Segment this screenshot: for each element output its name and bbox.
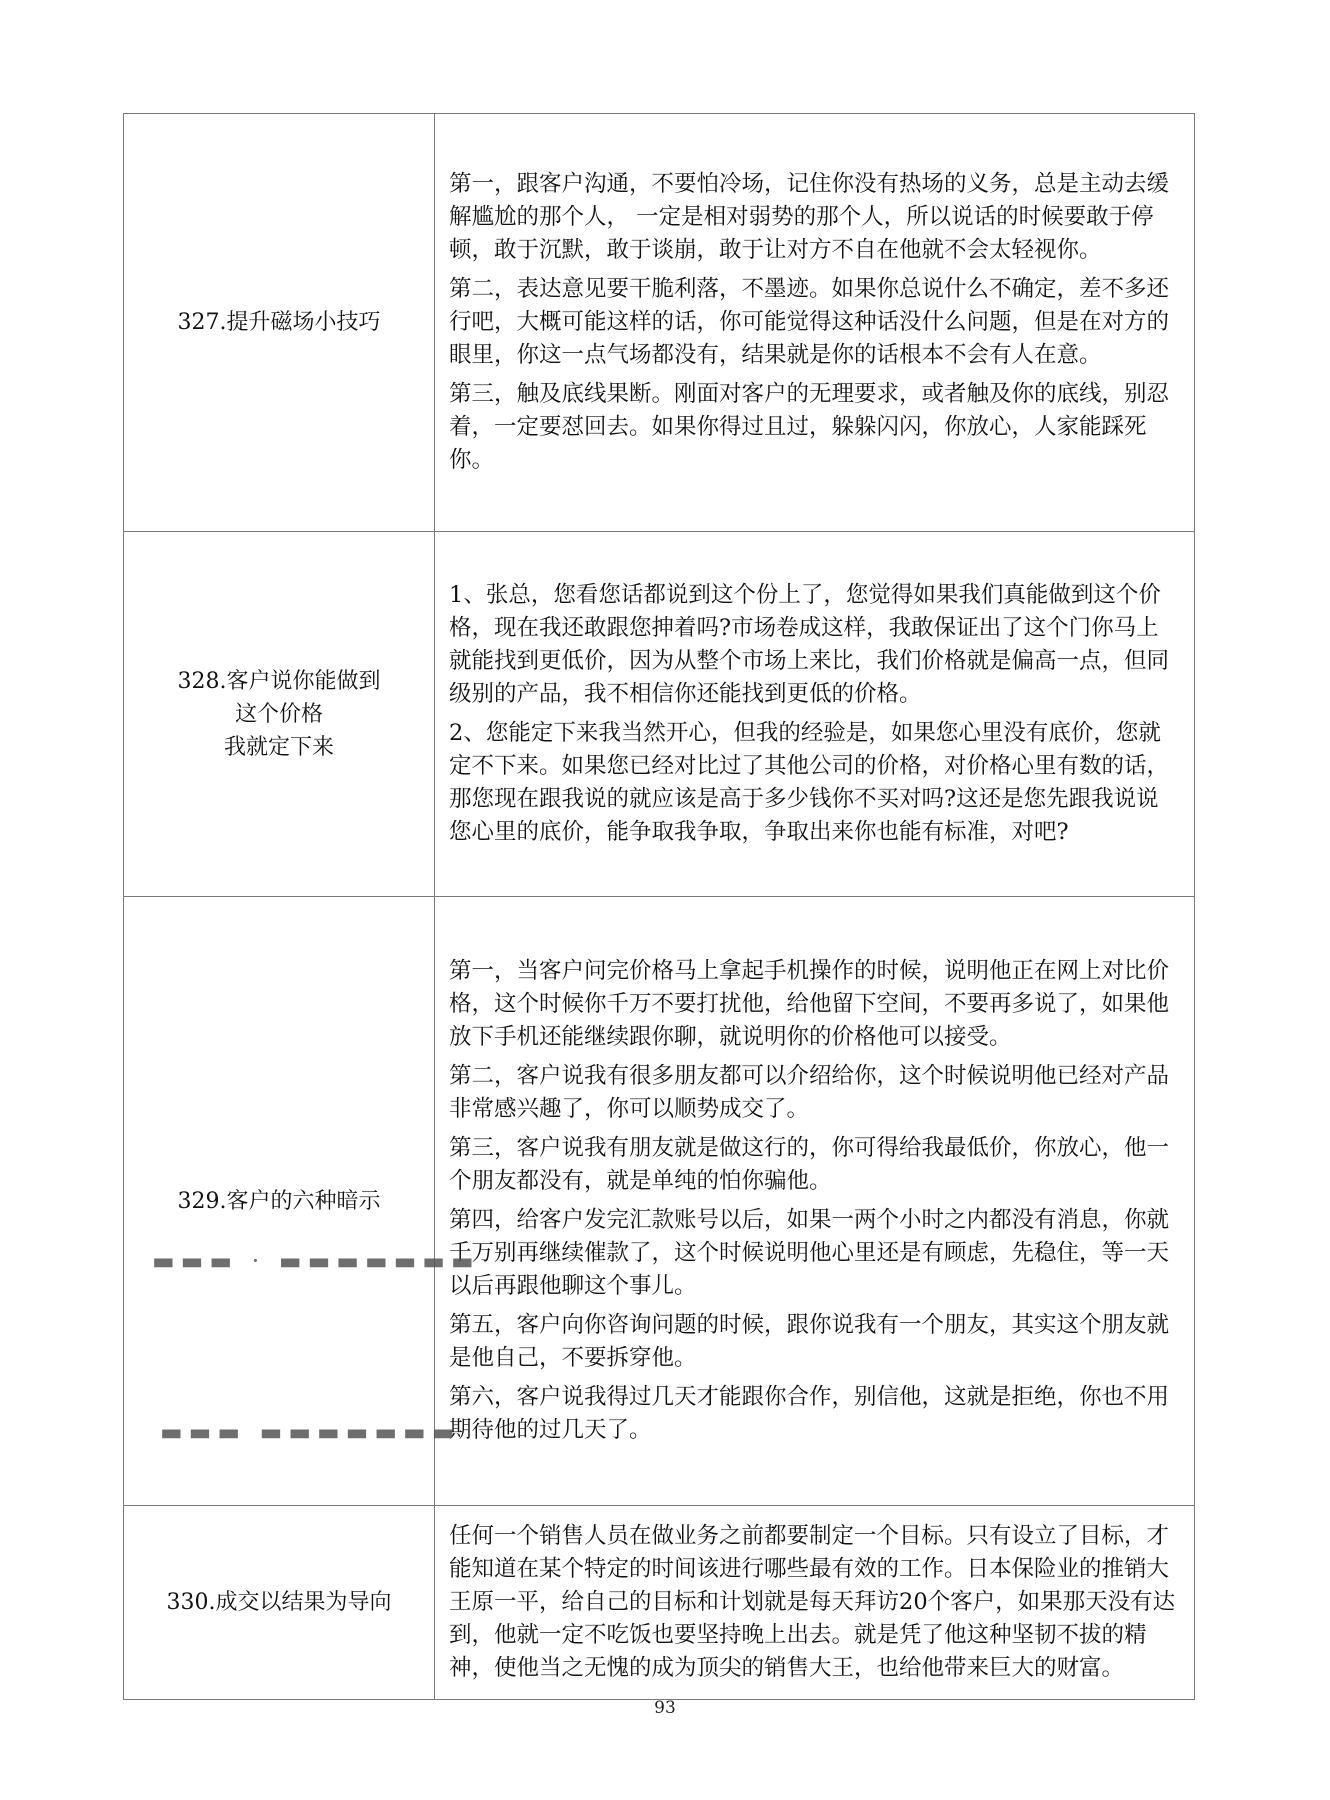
erased-watermark-top: ▬▬▬ · ▬▬▬▬▬▬▬ xyxy=(152,1247,480,1275)
row-title-cell xyxy=(124,532,435,897)
row-title-line: 328.客户说你能做到 xyxy=(177,668,381,694)
body-paragraph: 第三，客户说我有朋友就是做这行的，你可得给我最低价，你放心，他一个朋友都没有，就是单纯的怕你骗他。 xyxy=(449,1135,1170,1194)
body-paragraph: 2、您能定下来我当然开心，但我的经验是，如果您心里没有底价，您就定不下来。如果您已经对比过了其他公司的价格，对价格心里有数的话，那您现在跟我说的就应该是高于多少钱你不买对吗?这还是您先跟我说说您心里的底价，能争取我争取，争取出来你也能有标准，对吧? xyxy=(449,720,1170,845)
erased-watermark-bottom: ▬▬▬ ▬▬▬▬▬▬▬ xyxy=(160,1418,461,1446)
row-body-cell xyxy=(435,532,1195,897)
table-row xyxy=(124,532,1195,897)
content-table xyxy=(123,113,1195,1700)
body-paragraph: 第六，客户说我得过几天才能跟你合作，别信他，这就是拒绝，你也不用期待他的过几天了。 xyxy=(449,1384,1170,1443)
row-title: 329.客户的六种暗示 xyxy=(177,1188,381,1214)
body-paragraph: 第一，当客户问完价格马上拿起手机操作的时候，说明他正在网上对比价格，这个时候你千万不要打扰他，给他留下空间，不要再多说了，如果他放下手机还能继续跟你聊，就说明你的价格他可以接受。 xyxy=(449,958,1170,1050)
body-paragraph: 第二，客户说我有很多朋友都可以介绍给你，这个时候说明他已经对产品非常感兴趣了，你可以顺势成交了。 xyxy=(449,1063,1170,1122)
row-body-cell xyxy=(435,114,1195,532)
body-paragraph: 任何一个销售人员在做业务之前都要制定一个目标。只有设立了目标，才能知道在某个特定的时间该进行哪些最有效的工作。日本保险业的推销大王原一平，给自己的目标和计划就是每天拜访20个客户，如果那天没有达到，他就一定不吃饭也要坚持晚上出去。就是凭了他这种坚韧不拔的精神，使他当之无愧的成为顶尖的销售大王，也给他带来巨大的财富。 xyxy=(449,1523,1176,1681)
row-title-line: 这个价格 xyxy=(234,701,323,727)
body-paragraph: 第五，客户向你咨询问题的时候，跟你说我有一个朋友，其实这个朋友就是他自己，不要拆穿他。 xyxy=(449,1312,1170,1371)
row-body-cell xyxy=(435,1506,1195,1700)
body-paragraph: 第一，跟客户沟通，不要怕冷场，记住你没有热场的义务，总是主动去缓解尴尬的那个人， 一定是相对弱势的那个人，所以说话的时候要敢于停顿，敢于沉默，敢于谈崩，敢于让对方不自在他就不会太轻视你。 xyxy=(449,171,1170,263)
table-row xyxy=(124,897,1195,1506)
body-paragraph: 第四，给客户发完汇款账号以后，如果一两个小时之内都没有消息，你就千万别再继续催款了，这个时候说明他心里还是有顾虑，先稳住，等一天以后再跟他聊这个事儿。 xyxy=(449,1207,1170,1299)
body-paragraph: 第二，表达意见要干脆利落，不墨迹。如果你总说什么不确定，差不多还行吧，大概可能这样的话，你可能觉得这种话没什么问题，但是在对方的眼里，你这一点气场都没有，结果就是你的话根本不会有人在意。 xyxy=(449,276,1170,368)
row-title: 330.成交以结果为导向 xyxy=(166,1590,392,1615)
row-title: 327.提升磁场小技巧 xyxy=(177,310,381,335)
table-row xyxy=(124,1506,1195,1700)
page-number: 93 xyxy=(654,1698,676,1718)
row-title-cell xyxy=(124,1506,435,1700)
row-title-line: 我就定下来 xyxy=(223,734,334,760)
row-body-cell xyxy=(435,897,1195,1506)
body-paragraph: 第三，触及底线果断。刚面对客户的无理要求，或者触及你的底线，别忍着，一定要怼回去。如果你得过且过，躲躲闪闪，你放心，人家能踩死你。 xyxy=(449,381,1170,473)
row-title-cell xyxy=(124,897,480,1506)
row-title-cell xyxy=(124,114,435,532)
body-paragraph: 1、张总，您看您话都说到这个份上了，您觉得如果我们真能做到这个价格，现在我还敢跟您抻着吗?市场卷成这样，我敢保证出了这个门你马上就能找到更低价，因为从整个市场上来比，我们价格就是偏高一点，但同级别的产品，我不相信你还能找到更低的价格。 xyxy=(449,582,1170,707)
table-row xyxy=(124,114,1195,532)
